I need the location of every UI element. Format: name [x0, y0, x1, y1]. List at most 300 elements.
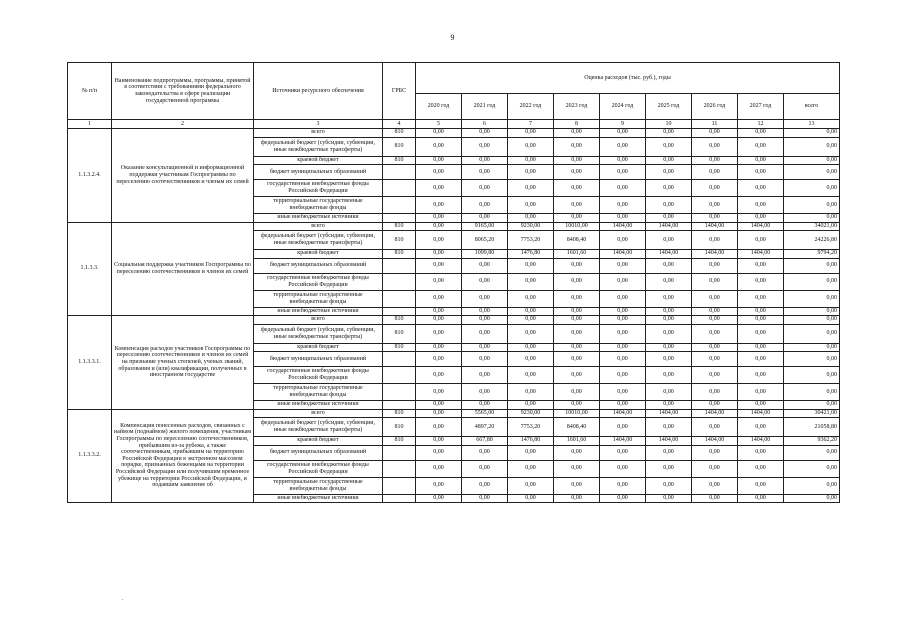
year-value: 0,00 [462, 477, 508, 494]
year-value: 0,00 [692, 129, 738, 138]
year-value: 0,00 [692, 307, 738, 316]
year-value: 10010,00 [554, 409, 600, 418]
header-grbs: ГРБС [383, 63, 416, 120]
section-name: Компенсация расходов участников Госпрограммы по переселению соотечественников и членов их семей на признание ученых степеней, ученых званий, образования и (или) квалификации, полученных в иностранном государстве [112, 316, 254, 410]
section-number: 1.1.3.2.4. [68, 129, 112, 223]
year-value: 0,00 [646, 384, 692, 401]
year-value: 0,00 [416, 129, 462, 138]
year-value: 0,00 [554, 445, 600, 460]
year-value: 0,00 [416, 258, 462, 273]
year-value: 0,00 [692, 367, 738, 384]
year-value: 0,00 [600, 180, 646, 197]
year-value: 7753,20 [508, 418, 554, 437]
header-year-cell: 2021 год [462, 94, 508, 120]
year-value: 0,00 [554, 165, 600, 180]
year-value: 0,00 [692, 180, 738, 197]
year-value: 0,00 [554, 316, 600, 325]
funding-source: всего [254, 222, 383, 231]
total-value: 0,00 [784, 384, 840, 401]
year-value: 0,00 [692, 352, 738, 367]
year-value: 0,00 [416, 197, 462, 214]
grbs-code: 810 [383, 316, 416, 325]
grbs-code [383, 352, 416, 367]
year-value: 667,80 [462, 437, 508, 446]
header-column-number: 10 [646, 120, 692, 129]
year-value: 0,00 [554, 290, 600, 307]
grbs-code [383, 214, 416, 223]
year-value: 0,00 [692, 477, 738, 494]
year-value: 0,00 [508, 477, 554, 494]
year-value: 0,00 [508, 445, 554, 460]
grbs-code: 810 [383, 409, 416, 418]
grbs-code: 810 [383, 137, 416, 156]
funding-source: всего [254, 409, 383, 418]
year-value: 0,00 [600, 418, 646, 437]
year-value: 0,00 [462, 445, 508, 460]
year-value: 10010,00 [554, 222, 600, 231]
grbs-code: 810 [383, 222, 416, 231]
year-value: 0,00 [416, 307, 462, 316]
header-column-number: 3 [254, 120, 383, 129]
year-value: 0,00 [646, 494, 692, 503]
funding-source: федеральный бюджет (субсидии, субвенции, иные межбюджетные трансферты) [254, 324, 383, 343]
year-value: 0,00 [416, 316, 462, 325]
grbs-code [383, 197, 416, 214]
year-value: 0,00 [692, 418, 738, 437]
year-value: 0,00 [600, 401, 646, 410]
year-value: 0,00 [738, 137, 784, 156]
section-name: Оказание консультационной и информационной поддержки участникам Госпрограммы по переселению соотечественников и членам их семей [112, 129, 254, 223]
year-value: 0,00 [646, 367, 692, 384]
year-value: 1476,80 [508, 250, 554, 259]
year-value: 0,00 [508, 367, 554, 384]
year-value: 0,00 [508, 214, 554, 223]
year-value: 0,00 [508, 460, 554, 477]
total-value: 0,00 [784, 367, 840, 384]
year-value: 0,00 [600, 460, 646, 477]
year-value: 0,00 [508, 290, 554, 307]
year-value: 0,00 [416, 445, 462, 460]
year-value: 0,00 [554, 494, 600, 503]
total-value: 0,00 [784, 156, 840, 165]
year-value: 0,00 [646, 197, 692, 214]
header-year-cell: 2024 год [600, 94, 646, 120]
year-value: 0,00 [738, 258, 784, 273]
year-value: 0,00 [416, 343, 462, 352]
grbs-code [383, 494, 416, 503]
total-value: 0,00 [784, 273, 840, 290]
total-value: 30421,00 [784, 409, 840, 418]
year-value: 0,00 [646, 445, 692, 460]
year-value: 0,00 [508, 197, 554, 214]
footnote-mark: . [122, 596, 124, 602]
year-value: 1404,00 [738, 409, 784, 418]
year-value: 1099,80 [462, 250, 508, 259]
grbs-code [383, 445, 416, 460]
total-value: 0,00 [784, 197, 840, 214]
total-value: 34021,00 [784, 222, 840, 231]
grbs-code: 810 [383, 343, 416, 352]
year-value: 0,00 [416, 137, 462, 156]
page-number: 9 [450, 33, 455, 42]
year-value: 0,00 [646, 324, 692, 343]
year-value: 4897,20 [462, 418, 508, 437]
year-value: 0,00 [462, 165, 508, 180]
year-value: 0,00 [554, 460, 600, 477]
year-value: 0,00 [600, 494, 646, 503]
total-value: 9362,20 [784, 437, 840, 446]
year-value: 0,00 [692, 290, 738, 307]
year-value: 0,00 [692, 258, 738, 273]
year-value: 0,00 [646, 316, 692, 325]
year-value: 0,00 [738, 290, 784, 307]
year-value: 1404,00 [692, 409, 738, 418]
year-value: 0,00 [600, 137, 646, 156]
year-value: 1404,00 [646, 437, 692, 446]
funding-source: федеральный бюджет (субсидии, субвенции, иные межбюджетные трансферты) [254, 137, 383, 156]
year-value: 0,00 [416, 460, 462, 477]
year-value: 0,00 [738, 460, 784, 477]
year-value: 0,00 [416, 250, 462, 259]
year-value: 1404,00 [600, 437, 646, 446]
year-value: 0,00 [462, 156, 508, 165]
year-value: 0,00 [738, 401, 784, 410]
header-year-cell: 2026 год [692, 94, 738, 120]
year-value: 0,00 [508, 137, 554, 156]
year-value: 0,00 [646, 214, 692, 223]
year-value: 0,00 [462, 384, 508, 401]
year-value: 0,00 [738, 165, 784, 180]
header-column-number: 12 [738, 120, 784, 129]
funding-source: бюджет муниципальных образований [254, 445, 383, 460]
year-value: 0,00 [692, 197, 738, 214]
year-value: 0,00 [508, 384, 554, 401]
grbs-code [383, 307, 416, 316]
year-value: 0,00 [738, 418, 784, 437]
funding-source: бюджет муниципальных образований [254, 165, 383, 180]
header-year-cell: 2020 год [416, 94, 462, 120]
year-value: 0,00 [462, 290, 508, 307]
total-value: 0,00 [784, 460, 840, 477]
year-value: 0,00 [646, 137, 692, 156]
funding-source: бюджет муниципальных образований [254, 258, 383, 273]
grbs-code: 810 [383, 231, 416, 250]
header-column-number: 8 [554, 120, 600, 129]
funding-source: иные внебюджетные источники [254, 401, 383, 410]
header-column-number: 1 [68, 120, 112, 129]
year-value: 0,00 [692, 273, 738, 290]
year-value: 0,00 [600, 197, 646, 214]
header-column-number: 6 [462, 120, 508, 129]
year-value: 0,00 [508, 307, 554, 316]
year-value: 0,00 [600, 290, 646, 307]
table-row [68, 129, 840, 138]
year-value: 0,00 [738, 352, 784, 367]
year-value: 0,00 [554, 352, 600, 367]
total-value: 0,00 [784, 324, 840, 343]
total-value: 21058,80 [784, 418, 840, 437]
year-value: 0,00 [554, 137, 600, 156]
year-value: 0,00 [692, 324, 738, 343]
year-value: 1404,00 [692, 250, 738, 259]
table-row [68, 409, 840, 418]
year-value: 0,00 [692, 384, 738, 401]
year-value: 5565,00 [462, 409, 508, 418]
total-value: 0,00 [784, 137, 840, 156]
year-value: 0,00 [600, 316, 646, 325]
year-value: 0,00 [416, 477, 462, 494]
funding-source: иные внебюджетные источники [254, 307, 383, 316]
grbs-code: 810 [383, 129, 416, 138]
year-value: 9230,00 [508, 409, 554, 418]
year-value: 1404,00 [692, 437, 738, 446]
year-value: 0,00 [462, 273, 508, 290]
header-column-number: 7 [508, 120, 554, 129]
year-value: 0,00 [554, 180, 600, 197]
year-value: 0,00 [554, 197, 600, 214]
section-number: 1.1.3.3.2. [68, 409, 112, 503]
year-value: 0,00 [600, 273, 646, 290]
year-value: 0,00 [738, 477, 784, 494]
year-value: 0,00 [508, 258, 554, 273]
year-value: 0,00 [508, 165, 554, 180]
year-value: 0,00 [462, 343, 508, 352]
year-value: 0,00 [554, 477, 600, 494]
year-value: 1601,60 [554, 250, 600, 259]
year-value: 0,00 [416, 367, 462, 384]
grbs-code [383, 290, 416, 307]
year-value: 0,00 [508, 180, 554, 197]
budget-table [67, 62, 840, 503]
year-value: 0,00 [692, 214, 738, 223]
grbs-code [383, 384, 416, 401]
year-value: 0,00 [738, 180, 784, 197]
grbs-code: 810 [383, 437, 416, 446]
year-value: 1404,00 [600, 409, 646, 418]
table-row [68, 222, 840, 231]
year-value: 0,00 [600, 258, 646, 273]
year-value: 0,00 [462, 401, 508, 410]
year-value: 0,00 [738, 343, 784, 352]
year-value: 0,00 [600, 445, 646, 460]
total-value: 0,00 [784, 477, 840, 494]
header-estimate: Оценка расходов (тыс. руб.), годы [416, 63, 840, 94]
year-value: 0,00 [738, 316, 784, 325]
grbs-code: 810 [383, 250, 416, 259]
header-year-cell: 2022 год [508, 94, 554, 120]
grbs-code [383, 165, 416, 180]
year-value: 0,00 [600, 165, 646, 180]
year-value: 0,00 [508, 129, 554, 138]
header-num: № п/п [68, 63, 112, 120]
year-value: 0,00 [692, 165, 738, 180]
year-value: 1601,60 [554, 437, 600, 446]
header-numbers-row [68, 120, 840, 129]
funding-source: иные внебюджетные источники [254, 214, 383, 223]
header-column-number: 13 [784, 120, 840, 129]
year-value: 0,00 [692, 445, 738, 460]
year-value: 0,00 [462, 494, 508, 503]
year-value: 8408,40 [554, 418, 600, 437]
year-value: 0,00 [554, 343, 600, 352]
section-number: 1.1.3.3. [68, 222, 112, 316]
funding-source: государственные внебюджетные фонды Российской Федерации [254, 367, 383, 384]
year-value: 1404,00 [646, 222, 692, 231]
year-value: 9165,00 [462, 222, 508, 231]
year-value: 1404,00 [738, 437, 784, 446]
funding-source: территориальные государственные внебюджетные фонды [254, 477, 383, 494]
total-value: 0,00 [784, 165, 840, 180]
year-value: 0,00 [600, 129, 646, 138]
year-value: 0,00 [416, 290, 462, 307]
grbs-code: 810 [383, 324, 416, 343]
header-column-number: 4 [383, 120, 416, 129]
year-value: 0,00 [416, 409, 462, 418]
year-value: 0,00 [646, 352, 692, 367]
year-value: 0,00 [646, 307, 692, 316]
year-value: 0,00 [692, 156, 738, 165]
year-value: 0,00 [554, 214, 600, 223]
total-value: 0,00 [784, 129, 840, 138]
total-value: 0,00 [784, 180, 840, 197]
year-value: 0,00 [462, 352, 508, 367]
header-column-number: 11 [692, 120, 738, 129]
year-value: 0,00 [462, 316, 508, 325]
year-value: 0,00 [462, 137, 508, 156]
year-value: 0,00 [462, 367, 508, 384]
total-value: 0,00 [784, 290, 840, 307]
year-value: 0,00 [646, 418, 692, 437]
table-row [68, 316, 840, 325]
year-value: 0,00 [600, 231, 646, 250]
year-value: 1404,00 [600, 250, 646, 259]
year-value: 0,00 [738, 494, 784, 503]
funding-source: федеральный бюджет (субсидии, субвенции, иные межбюджетные трансферты) [254, 418, 383, 437]
year-value: 0,00 [692, 401, 738, 410]
table-body [68, 129, 840, 503]
year-value: 0,00 [600, 324, 646, 343]
total-value: 0,00 [784, 401, 840, 410]
year-value: 8408,40 [554, 231, 600, 250]
year-value: 0,00 [462, 460, 508, 477]
total-value: 0,00 [784, 316, 840, 325]
total-value: 24226,80 [784, 231, 840, 250]
funding-source: территориальные государственные внебюджетные фонды [254, 384, 383, 401]
year-value: 0,00 [554, 156, 600, 165]
year-value: 0,00 [646, 290, 692, 307]
grbs-code [383, 180, 416, 197]
year-value: 0,00 [738, 273, 784, 290]
header-year-cell: всего [784, 94, 840, 120]
funding-source: государственные внебюджетные фонды Российской Федерации [254, 460, 383, 477]
year-value: 0,00 [646, 258, 692, 273]
funding-source: краевой бюджет [254, 437, 383, 446]
funding-source: федеральный бюджет (субсидии, субвенции, иные межбюджетные трансферты) [254, 231, 383, 250]
year-value: 0,00 [554, 307, 600, 316]
year-value: 0,00 [600, 367, 646, 384]
year-value: 0,00 [508, 343, 554, 352]
year-value: 0,00 [646, 401, 692, 410]
funding-source: территориальные государственные внебюджетные фонды [254, 197, 383, 214]
year-value: 0,00 [600, 384, 646, 401]
year-value: 0,00 [416, 165, 462, 180]
year-value: 0,00 [692, 231, 738, 250]
header-year-cell: 2027 год [738, 94, 784, 120]
grbs-code [383, 460, 416, 477]
header-column-number: 2 [112, 120, 254, 129]
year-value: 0,00 [416, 494, 462, 503]
table-header [68, 63, 840, 129]
year-value: 0,00 [416, 418, 462, 437]
year-value: 1404,00 [646, 250, 692, 259]
total-value: 0,00 [784, 307, 840, 316]
funding-source: краевой бюджет [254, 250, 383, 259]
grbs-code [383, 477, 416, 494]
year-value: 0,00 [646, 180, 692, 197]
year-value: 0,00 [416, 231, 462, 250]
section-number: 1.1.3.3.1. [68, 316, 112, 410]
funding-source: территориальные государственные внебюджетные фонды [254, 290, 383, 307]
year-value: 0,00 [646, 343, 692, 352]
year-value: 0,00 [646, 477, 692, 494]
grbs-code: 810 [383, 156, 416, 165]
year-value: 0,00 [508, 316, 554, 325]
year-value: 7753,20 [508, 231, 554, 250]
year-value: 0,00 [600, 307, 646, 316]
year-value: 0,00 [508, 273, 554, 290]
year-value: 0,00 [600, 214, 646, 223]
year-value: 0,00 [416, 401, 462, 410]
year-value: 0,00 [416, 273, 462, 290]
year-value: 0,00 [738, 367, 784, 384]
year-value: 0,00 [462, 180, 508, 197]
year-value: 0,00 [416, 384, 462, 401]
year-value: 0,00 [416, 156, 462, 165]
total-value: 0,00 [784, 352, 840, 367]
funding-source: краевой бюджет [254, 343, 383, 352]
year-value: 0,00 [462, 129, 508, 138]
year-value: 0,00 [508, 352, 554, 367]
grbs-code: 810 [383, 418, 416, 437]
grbs-code [383, 273, 416, 290]
year-value: 0,00 [646, 156, 692, 165]
total-value: 0,00 [784, 343, 840, 352]
year-value: 0,00 [646, 231, 692, 250]
total-value: 9794,20 [784, 250, 840, 259]
year-value: 1476,80 [508, 437, 554, 446]
year-value: 0,00 [738, 324, 784, 343]
year-value: 0,00 [554, 273, 600, 290]
total-value: 0,00 [784, 445, 840, 460]
year-value: 0,00 [416, 214, 462, 223]
year-value: 0,00 [554, 367, 600, 384]
year-value: 0,00 [462, 258, 508, 273]
funding-source: бюджет муниципальных образований [254, 352, 383, 367]
funding-source: всего [254, 316, 383, 325]
year-value: 0,00 [738, 384, 784, 401]
year-value: 0,00 [554, 401, 600, 410]
year-value: 0,00 [462, 197, 508, 214]
year-value: 0,00 [416, 222, 462, 231]
total-value: 0,00 [784, 258, 840, 273]
year-value: 1404,00 [600, 222, 646, 231]
year-value: 0,00 [600, 352, 646, 367]
header-column-number: 5 [416, 120, 462, 129]
year-value: 0,00 [508, 156, 554, 165]
year-value: 0,00 [646, 273, 692, 290]
year-value: 0,00 [554, 384, 600, 401]
year-value: 1404,00 [738, 250, 784, 259]
